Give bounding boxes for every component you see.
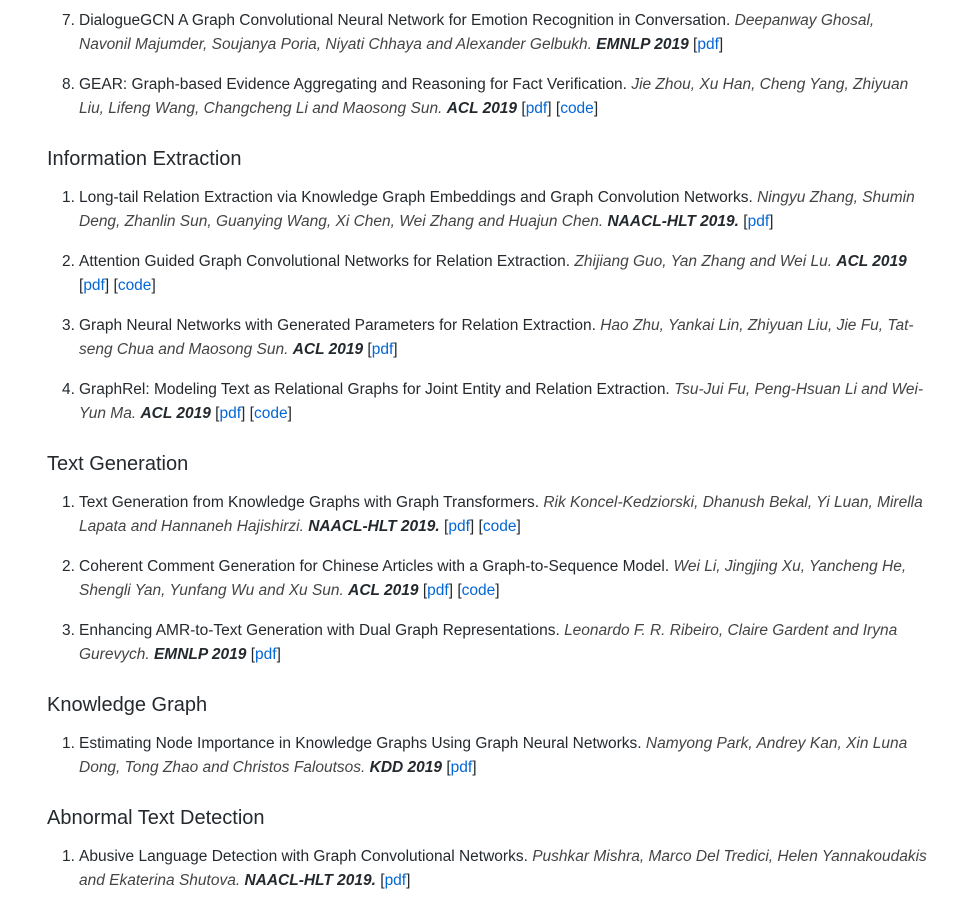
paper-authors: Tsu-Jui Fu, Peng-Hsuan Li and Wei-Yun Ma. [79,381,924,422]
paper-title: DialogueGCN A Graph Convolutional Neural Network for Emotion Recognition in Conversation. [79,12,731,29]
section-heading-text-generation: Text Generation [47,453,189,475]
code-link[interactable]: code [560,100,594,117]
paper-list-text-generation [0,491,929,667]
paper-venue: NAACL-HLT 2019. [607,213,739,230]
item-number: 2. [62,558,75,575]
paper-venue: EMNLP 2019 [153,646,247,663]
pdf-link[interactable]: pdf [525,100,548,117]
pdf-link[interactable]: pdf [83,277,105,294]
pdf-link[interactable]: pdf [371,341,394,358]
item-number: 1. [62,848,75,865]
pdf-link[interactable]: pdf [697,36,719,53]
item-number: 2. [62,253,75,270]
item-number: 4. [62,381,75,398]
item-number: 3. [62,622,75,639]
section-heading-abnormal-text-detection: Abnormal Text Detection [47,807,265,829]
pdf-link[interactable]: pdf [255,646,277,663]
paper-authors: Jie Zhou, Xu Han, Cheng Yang, Zhiyuan Liu, Lifeng Wang, Changcheng Li and Maosong Sun. [79,76,909,117]
paper-title: Abusive Language Detection with Graph Convolutional Networks. [79,848,528,865]
code-link[interactable]: code [482,518,517,535]
paper-authors: Zhijiang Guo, Yan Zhang and Wei Lu. [574,253,833,270]
code-link[interactable]: code [253,405,288,422]
code-link[interactable]: code [461,582,496,599]
paper-authors: Leonardo F. R. Ribeiro, Claire Gardent and Iryna Gurevych. [79,622,898,663]
paper-title: Text Generation from Knowledge Graphs with Graph Transformers. [79,494,540,511]
paper-title: Coherent Comment Generation for Chinese Articles with a Graph-to-Sequence Model. [79,558,670,575]
paper-authors: Deepanway Ghosal, Navonil Majumder, Soujanya Poria, Niyati Chhaya and Alexander Gelbukh. [79,12,875,53]
section-heading-knowledge-graph: Knowledge Graph [47,694,208,716]
paper-item: 1. Text Generation from Knowledge Graphs with Graph Transformers. Rik Koncel-Kedziorski, Dhanush Bekal, Yi Luan, Mirella Lapata and Hannaneh Hajishirzi. NAACL-HLT 2019. [pdf] [code] [79,491,929,539]
item-number: 1. [62,735,75,752]
paper-title: Graph Neural Networks with Generated Parameters for Relation Extraction. [79,317,596,334]
paper-item: 2. Coherent Comment Generation for Chinese Articles with a Graph-to-Sequence Model. Wei Li, Jingjing Xu, Yancheng He, Shengli Yan, Yunfang Wu and Xu Sun. ACL 2019 [pdf] [code] [79,555,929,603]
item-number: 1. [62,494,75,511]
code-link[interactable]: code [117,277,152,294]
paper-title: GEAR: Graph-based Evidence Aggregating and Reasoning for Fact Verification. [79,76,627,93]
paper-authors: Pushkar Mishra, Marco Del Tredici, Helen Yannakoudakis and Ekaterina Shutova. [79,848,927,889]
paper-list-information-extraction [0,186,929,426]
paper-list-continued [0,9,929,121]
paper-item: 1. Abusive Language Detection with Graph Convolutional Networks. Pushkar Mishra, Marco Del Tredici, Helen Yannakoudakis and Ekaterina Shutova. NAACL-HLT 2019. [pdf] [79,845,929,893]
section-heading-information-extraction: Information Extraction [47,148,242,170]
paper-list-knowledge-graph [0,732,929,780]
paper-list-abnormal-text-detection [0,845,929,893]
paper-item: 1. Long-tail Relation Extraction via Knowledge Graph Embeddings and Graph Convolution Networks. Ningyu Zhang, Shumin Deng, Zhanlin Sun, Guanying Wang, Xi Chen, Wei Zhang and Huajun Chen. NAACL-HLT 2019. [pdf] [79,186,929,234]
paper-venue: ACL 2019 [292,341,364,358]
pdf-link[interactable]: pdf [747,213,770,230]
paper-title: Enhancing AMR-to-Text Generation with Dual Graph Representations. [79,622,560,639]
paper-venue: ACL 2019 [446,100,518,117]
paper-venue: ACL 2019 [836,253,907,270]
paper-title: Attention Guided Graph Convolutional Networks for Relation Extraction. [79,253,571,270]
paper-title: Long-tail Relation Extraction via Knowledge Graph Embeddings and Graph Convolution Networks. [79,189,753,206]
paper-title: Estimating Node Importance in Knowledge Graphs Using Graph Neural Networks. [79,735,642,752]
pdf-link[interactable]: pdf [450,759,473,776]
paper-authors: Namyong Park, Andrey Kan, Xin Luna Dong, Tong Zhao and Christos Faloutsos. [79,735,908,776]
paper-venue: NAACL-HLT 2019. [244,872,376,889]
paper-item: 4. GraphRel: Modeling Text as Relational Graphs for Joint Entity and Relation Extraction. Tsu-Jui Fu, Peng-Hsuan Li and Wei-Yun Ma. ACL 2019 [pdf] [code] [79,378,929,426]
item-number: 8. [62,76,75,93]
paper-item: 3. Graph Neural Networks with Generated Parameters for Relation Extraction. Hao Zhu, Yankai Lin, Zhiyuan Liu, Jie Fu, Tat-seng Chua and Maosong Sun. ACL 2019 [pdf] [79,314,929,362]
pdf-link[interactable]: pdf [384,872,407,889]
paper-item: 3. Enhancing AMR-to-Text Generation with Dual Graph Representations. Leonardo F. R. Ribeiro, Claire Gardent and Iryna Gurevych. EMNLP 2019 [pdf] [79,619,929,667]
paper-venue: ACL 2019 [140,405,211,422]
item-number: 1. [62,189,75,206]
item-number: 7. [62,12,75,29]
paper-authors: Rik Koncel-Kedziorski, Dhanush Bekal, Yi Luan, Mirella Lapata and Hannaneh Hajishirzi. [79,494,923,535]
paper-item: 2. Attention Guided Graph Convolutional Networks for Relation Extraction. Zhijiang Guo, Yan Zhang and Wei Lu. ACL 2019 [pdf] [code] [79,250,929,298]
paper-venue: ACL 2019 [348,582,419,599]
paper-authors: Wei Li, Jingjing Xu, Yancheng He, Shengli Yan, Yunfang Wu and Xu Sun. [79,558,907,599]
pdf-link[interactable]: pdf [427,582,449,599]
pdf-link[interactable]: pdf [448,518,470,535]
paper-item: 1. Estimating Node Importance in Knowledge Graphs Using Graph Neural Networks. Namyong Park, Andrey Kan, Xin Luna Dong, Tong Zhao and Christos Faloutsos. KDD 2019 [pdf] [79,732,929,780]
paper-authors: Ningyu Zhang, Shumin Deng, Zhanlin Sun, Guanying Wang, Xi Chen, Wei Zhang and Huajun Chen. [79,189,915,230]
paper-item: 8. GEAR: Graph-based Evidence Aggregating and Reasoning for Fact Verification. Jie Zhou, Xu Han, Cheng Yang, Zhiyuan Liu, Lifeng Wang, Changcheng Li and Maosong Sun. ACL 2019 [pdf] [code] [79,73,929,121]
item-number: 3. [62,317,75,334]
paper-authors: Hao Zhu, Yankai Lin, Zhiyuan Liu, Jie Fu, Tat-seng Chua and Maosong Sun. [79,317,914,358]
paper-item: 7. DialogueGCN A Graph Convolutional Neural Network for Emotion Recognition in Conversation. Deepanway Ghosal, Navonil Majumder, Soujanya Poria, Niyati Chhaya and Alexander Gelbukh. EMNLP 2019 [pdf] [79,9,929,57]
paper-title: GraphRel: Modeling Text as Relational Graphs for Joint Entity and Relation Extraction. [79,381,670,398]
paper-venue: NAACL-HLT 2019. [308,518,440,535]
pdf-link[interactable]: pdf [219,405,242,422]
paper-venue: EMNLP 2019 [596,36,689,53]
paper-venue: KDD 2019 [369,759,443,776]
